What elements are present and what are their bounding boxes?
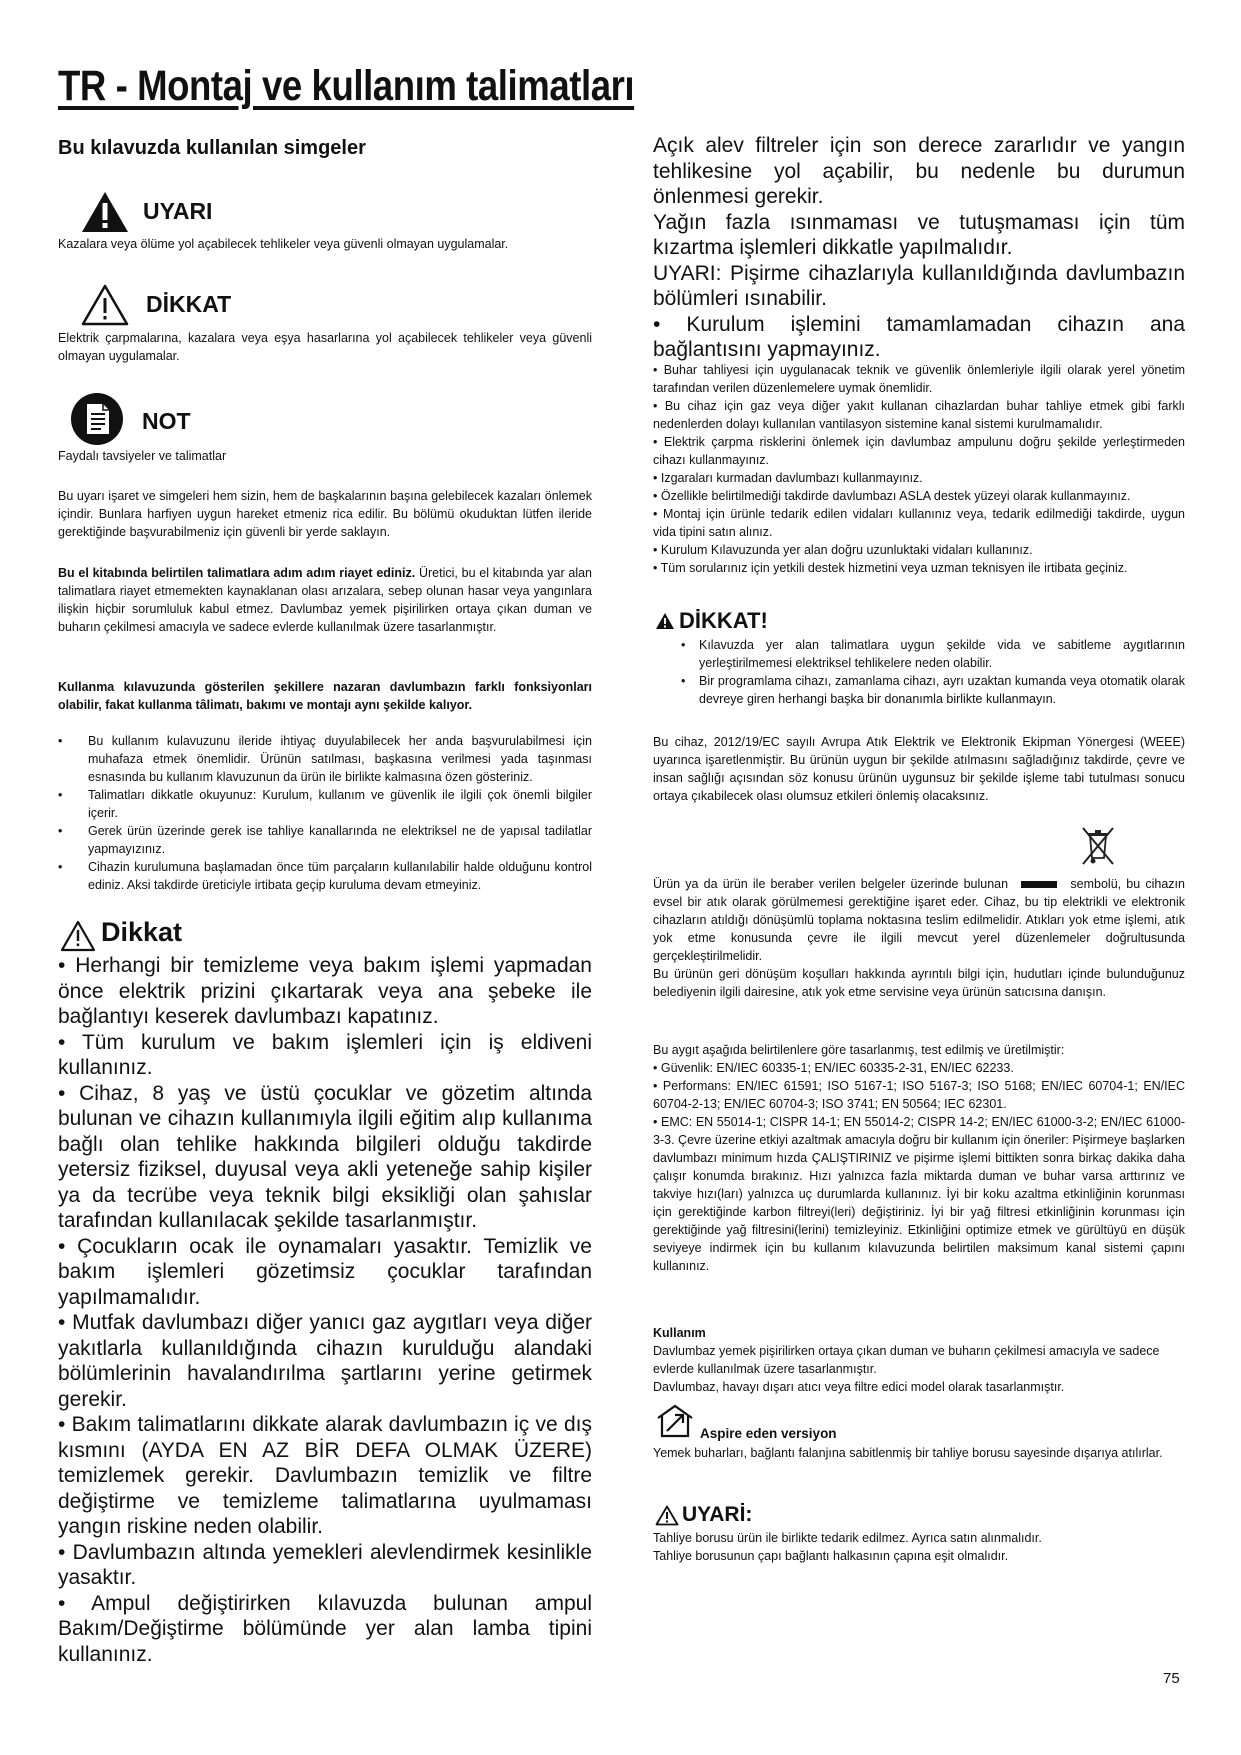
caution-outline-icon <box>60 920 96 952</box>
dikkat2-item: • Çocukların ocak ile oynamaları yasaktır. Temizlik ve bakım işlemleri gözetimsiz çocuklar tarafından yapılmamalıdır. <box>58 1234 592 1309</box>
note-document-icon <box>70 392 124 446</box>
caution-outline-icon <box>655 1505 679 1526</box>
dikkat2-item: • Bakım talimatlarını dikkate alarak davlumbazın iç ve dış kısmını (AYDA EN AZ BİR DEFA OLMAK ÜZERE) temizlemek gerekir. Davlumbazın temizlik ve filtre değiştirme ve temizleme talimatlarına uyulmaması yangın riskine neden olabilir. <box>58 1413 592 1538</box>
standards-safety: • Güvenlik: EN/IEC 60335-1; EN/IEC 60335-2-31, EN/IEC 62233. <box>653 1061 1014 1075</box>
list-item: • Kılavuzda yer alan talimatlara uygun şekilde vida ve sabitleme aygıtlarının yerleştirilmemesi elektriksel tehlikelere neden olabilir. <box>681 636 1185 672</box>
uyari2-label: UYARİ: <box>682 1503 753 1526</box>
dikkat2-item: • Herhangi bir temizleme veya bakım işlemi yapmadan önce elektrik prizini çıkartarak veya ana şebeke ile bağlantıyı keserek davlumbazı kapatınız. <box>58 954 592 1028</box>
dikkat2-item: • Davlumbazın altında yemekleri alevlendirmek kesinlikle yasaktır. <box>58 1540 592 1589</box>
list-item: • Elektrik çarpma risklerini önlemek için davlumbaz ampulunu doğru şekilde yerleştirmeden cihazı kullanmayınız. <box>653 435 1185 467</box>
aspire-text: Yemek buharları, bağlantı falanjına sabitlenmiş bir tahliye borusu sayesinde dışarıya atılırlar. <box>653 1446 1163 1460</box>
standards-intro: Bu aygıt aşağıda belirtilenlere göre tasarlanmış, test edilmiş ve üretilmiştir: <box>653 1043 1065 1057</box>
ducted-hood-icon <box>655 1402 695 1438</box>
standards-performance: • Performans: EN/IEC 61591; ISO 5167-1; ISO 5167-3; ISO 5168; EN/IEC 60704-1; EN/IEC 60704-2-13; EN/IEC 60704-3; ISO 3741; EN 50564; IEC 62301. <box>653 1079 1185 1111</box>
uyari2-line: Tahliye borusu ürün ile birlikte tedarik edilmez. Ayrıca satın alınmalıdır. <box>653 1531 1042 1545</box>
list-item: • Özellikle belirtilmediği takdirde davlumbazı ASLA destek yüzeyi olarak kullanmayınız. <box>653 489 1131 503</box>
list-item: • Cihazin kurulumuna başlamadan önce tüm parçaların kullanılabilir halde olduğunu kontrol ediniz. Aksi takdirde üreticiyle irtibata geçip kuruluma devam etmeyiniz. <box>58 858 592 894</box>
list-item: • Bu cihaz için gaz veya diğer yakıt kullanan cihazlardan buhar tahliye etmek gibi farklı nedenlerden dolayı kullanılan vantilasyon sistemine kanal sistemi kurulmamalıdır. <box>653 399 1185 431</box>
manual-rest: Üretici, bu el kitabında yar alan talimatlara riayet etmemekten kaynaklanan olası arızalara, sebep olunan hasar veya yangınlara ilişkin hiçbir sorumluluk kabul etmez. Davlumbaz yemek pişirilirken ortaya çıkan duman ve buharın çekilmesi amacıyla ve sadece evlerde kullanılmak üzere tasarlanmıştır. <box>58 566 592 634</box>
uyari-text: Kazalara veya ölüme yol açabilecek tehlikeler veya güvenli olmayan uygulamalar. <box>58 237 509 251</box>
uyari2-line: Tahliye borusunun çapı bağlantı halkasının çapına eşit olmalıdır. <box>653 1549 1009 1563</box>
uyari2-text <box>653 1529 1185 1565</box>
dikkat2-item: • Cihaz, 8 yaş ve üstü çocuklar ve gözetim altında bulunan ve cihazın kullanımıyla ilgili eğitim alıp kullanıma bağlı olan tehlike hakkında bilgileri olduğu takdirde yetersiz fiziksel, duyusal veya akli yeteneğe sahip kişiler ya da tecrübe veya teknik bilgi eksikliği olan şahıslar tarafından kullanılacak şekilde tasarlanmıştır. <box>58 1081 592 1232</box>
manual-paragraph <box>58 564 592 636</box>
dikkat-label: DİKKAT <box>146 291 232 317</box>
intro-paragraph: Bu uyarı işaret ve simgeleri hem sizin, hem de başkalarının başına gelebilecek kazaları önlemek içindir. Bunlara harfiyen uygun hareket etmeniz rica edilir. Bu bölümü okuduktan lütfen ileride gerektiğinde başvurabilmeniz için güvenli bir yerde saklayın. <box>58 489 592 539</box>
dikkat3-label: DİKKAT! <box>679 608 768 633</box>
general-bullet-list <box>58 732 592 894</box>
warning-filled-icon <box>80 190 130 234</box>
kullanim-line: Davlumbaz, havayı dışarı atıcı veya filtre edici model olarak tasarlanmıştır. <box>653 1380 1065 1394</box>
symbol-paragraph <box>653 875 1185 965</box>
list-item: • Buhar tahliyesi için uygulanacak teknik ve güvenlik önlemleriyle ilgili olarak yerel yönetim tarafından verilen düzenlemelere uymak önemlidir. <box>653 363 1185 395</box>
list-item: • Gerek ürün üzerinde gerek ise tahliye kanallarında ne elektriksel ne de yapısal tadilatlar yapmayızınız. <box>58 822 592 858</box>
kullanim-text <box>653 1342 1185 1396</box>
list-item: • Bir programlama cihazı, zamanlama cihazı, ayrı uzaktan kumanda veya otomatik olarak devreye giren herhangi başka bir donanımla birlikte kullanmayın. <box>681 672 1185 708</box>
page-number: 75 <box>1163 1670 1180 1687</box>
symbol-text-pre: Ürün ya da ürün ile beraber verilen belgeler üzerinde bulunan <box>653 877 1009 891</box>
dikkat2-item: • Mutfak davlumbazı diğer yanıcı gaz aygıtları veya diğer yakıtlarla kullanıldığında cihazın kurulduğu alandaki bölümlerinin havalandırılma şartlarını yerine getirmek gerekir. <box>58 1311 592 1411</box>
safety-notes-list <box>653 361 1185 577</box>
black-bar-symbol <box>1021 881 1057 888</box>
not-text: Faydalı tavsiyeler ve talimatlar <box>58 449 227 463</box>
list-item: • Tüm sorularınız için yetkili destek hizmetini veya uzman teknisyen ile irtibata geçiniz. <box>653 561 1128 575</box>
dikkat2-body <box>58 953 592 1667</box>
crossed-bin-icon <box>1080 824 1116 866</box>
aspire-heading: Aspire eden versiyon <box>700 1426 837 1441</box>
caution-outline-icon <box>80 283 130 327</box>
fire-safety-block <box>653 133 1185 363</box>
recycle-paragraph: Bu ürünün geri dönüşüm koşulları hakkında ayrıntılı bilgi için, hudutları içinde bulunduğunuz belediyenin ilgili dairesine, atık yok etme servisine veya ürünün satıcısına danışın. <box>653 967 1185 999</box>
symbols-heading: Bu kılavuzda kullanılan simgeler <box>58 137 366 159</box>
not-label: NOT <box>142 408 191 434</box>
fire-item: Açık alev filtreler için son derece zararlıdır ve yangın tehlikesine yol açabilir, bu nedenle bu durumun önlenmesi gerekir. <box>653 134 1185 208</box>
weee-paragraph: Bu cihaz, 2012/19/EC sayılı Avrupa Atık Elektrik ve Elektronik Ekipman Yönergesi (WEEE) uyarınca işaretlenmiştir. Bu ürünün uygun bir şekilde atılmasını sağladığınız takdirde, çevre ve insan sağlığı açısından söz konusu ürünün uygunsuz bir şekilde işleme tabi tutulması sonucu ortaya çıkabilecek olası olumsuz etkileri önlemiş olacaksınız. <box>653 735 1185 803</box>
figures-note-bold: Kullanma kılavuzunda gösterilen şekillere nazaran davlumbazın farklı fonksiyonları olabilir, fakat kullanma tâlimatı, bakımı ve montajı aynı şekilde kalıyor. <box>58 680 592 712</box>
dikkat2-label: Dikkat <box>101 917 183 947</box>
page-title: TR - Montaj ve kullanım talimatları <box>58 62 635 110</box>
fire-item: UYARI: Pişirme cihazlarıyla kullanıldığında davlumbazın bölümleri ısınabilir. <box>653 261 1185 310</box>
list-item: • Izgaraları kurmadan davlumbazı kullanmayınız. <box>653 471 923 485</box>
list-item: • Kurulum Kılavuzunda yer alan doğru uzunluktaki vidaları kullanınız. <box>653 543 1033 557</box>
dikkat3-list <box>681 636 1185 708</box>
warning-filled-icon <box>655 612 675 630</box>
dikkat-text: Elektrik çarpmalarına, kazalara veya eşya hasarlarına yol açabilecek tehlikeler veya güvenli olmayan uygulamalar. <box>58 331 592 363</box>
manual-bold-sentence: Bu el kitabında belirtilen talimatlara adım adım riayet ediniz. <box>58 566 416 580</box>
kullanim-heading: Kullanım <box>653 1326 706 1340</box>
dikkat2-item: • Ampul değiştirirken kılavuzda bulunan ampul Bakım/Değiştirme bölümünde yer alan lamba tipini kullanınız. <box>58 1591 592 1666</box>
fire-item: • Kurulum işlemini tamamlamadan cihazın ana bağlantısını yapmayınız. <box>653 312 1185 361</box>
list-item: • Bu kullanım kulavuzunu ileride ihtiyaç duyulabilecek her anda başvurulabilmesi için muhafaza etmek önemlidir. Ürünün satılması, başkasına verilmesi yada taşınması esnasında bu kullanım klavuzunun da ürün ile birlikte kalmasına özen gösteriniz. <box>58 732 592 786</box>
symbol-text-post: sembolü, bu cihazın evsel bir atık olarak görülmemesi gerektiğine işaret eder. Cihaz, bu tip elektrikli ve elektronik cihazların atıldığı dönüşümlü toplama noktasına teslim edilmelidir. Atıkları yok etme işlemi, atık yok etme konusunda çevre ile ilgili mevcut yerel düzenlemeler doğrultusunda gerçekleştirilmelidir. <box>653 877 1185 963</box>
list-item: • Montaj için ürünle tedarik edilen vidaları kullanınız veya, tedarik edilmediği takdirde, uygun vida tipini satın alınız. <box>653 507 1185 539</box>
standards-block <box>653 1041 1185 1275</box>
kullanim-line: Davlumbaz yemek pişirilirken ortaya çıkan duman ve buharın çekilmesi amacıyla ve sadece evlerde kullanılmak üzere tasarlanmıştır. <box>653 1344 1160 1376</box>
fire-item: Yağın fazla ısınmaması ve tutuşmaması için tüm kızartma işlemleri dikkatle yapılmalıdır. <box>653 210 1185 259</box>
dikkat2-item: • Tüm kurulum ve bakım işlemleri için iş eldiveni kullanınız. <box>58 1030 592 1079</box>
list-item: • Talimatları dikkatle okuyunuz: Kurulum, kullanım ve güvenlik ile ilgili çok önemli bilgiler içerir. <box>58 786 592 822</box>
standards-emc: • EMC: EN 55014-1; CISPR 14-1; EN 55014-2; CISPR 14-2; EN/IEC 61000-3-2; EN/IEC 61000-3-3. Çevre üzerine etkiyi azaltmak amacıyla doğru bir kullanım için öneriler: Pişirmeye başlarken davlumbazı minimum hızda ÇALIŞTIRINIZ ve pişirme işlemi bittikten sonra birkaç dakika daha çalışır konumda bırakınız. Hızı yalnızca fazla miktarda duman ve buhar varsa arttırınız ve takviye hızı(ları) yalnızca uç durumlarda kullanınız. İyi bir koku azaltma etkinliğinin korunması için gerektiğinde karbon filtreyi(leri) değiştiriniz. İyi bir yağ filtresi etkinliğinin korunması için gerektiğinde yağ filtresini(lerini) temizleyiniz. Etkinliğini optimize etmek ve gürültüyü en düşük seviyeye indirmek için bu kullanım kılavuzunda belirtilen maksimum kanal sistemi çapını kullanınız. <box>653 1115 1185 1273</box>
uyari-label: UYARI <box>143 198 213 224</box>
